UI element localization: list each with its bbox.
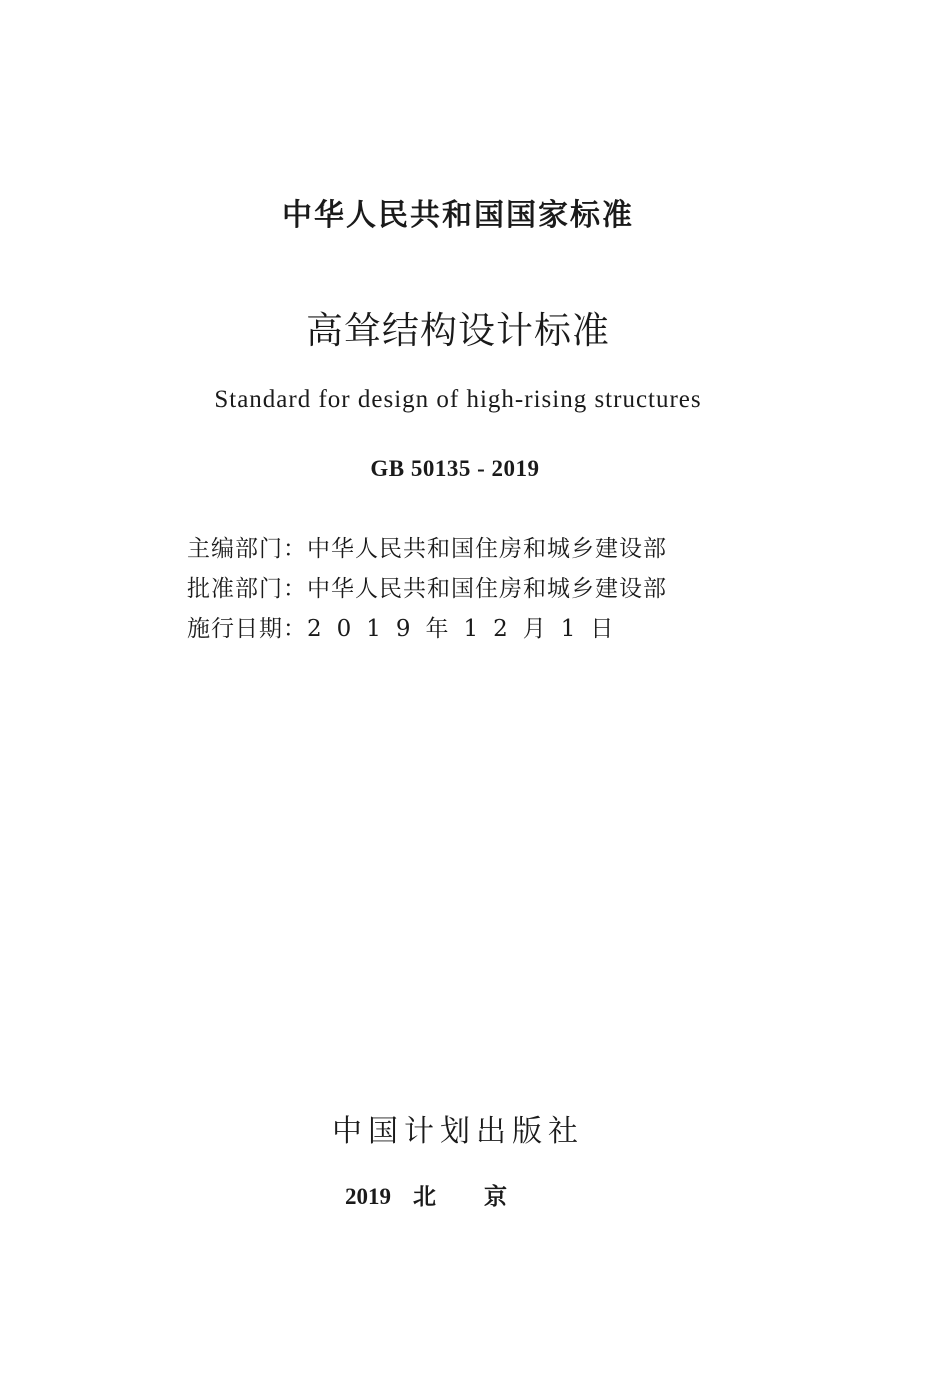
approval-department-value: 中华人民共和国住房和城乡建设部 xyxy=(307,575,667,602)
national-standard-heading: 中华人民共和国国家标准 xyxy=(282,198,634,233)
standard-code: GB 50135 - 2019 xyxy=(370,456,540,481)
effective-date-row xyxy=(187,606,747,646)
publication-city: 北京 xyxy=(413,1184,555,1209)
editor-department-label: 主编部门： xyxy=(187,535,307,562)
effective-date-label: 施行日期： xyxy=(187,615,307,642)
editor-department-value: 中华人民共和国住房和城乡建设部 xyxy=(307,535,667,562)
effective-date-value: 2019年12月1日 xyxy=(307,615,629,642)
document-title-cn: 高耸结构设计标准 xyxy=(306,309,610,352)
approval-department-row xyxy=(187,566,747,606)
publication-year: 2019 xyxy=(345,1184,391,1209)
approval-department-label: 批准部门： xyxy=(187,575,307,602)
publisher-name: 中国计划出版社 xyxy=(332,1114,584,1149)
issuing-info-block xyxy=(187,526,747,646)
editor-department-row xyxy=(187,526,747,566)
publication-line xyxy=(0,1178,900,1211)
document-title-en: Standard for design of high-rising structures xyxy=(214,386,702,413)
